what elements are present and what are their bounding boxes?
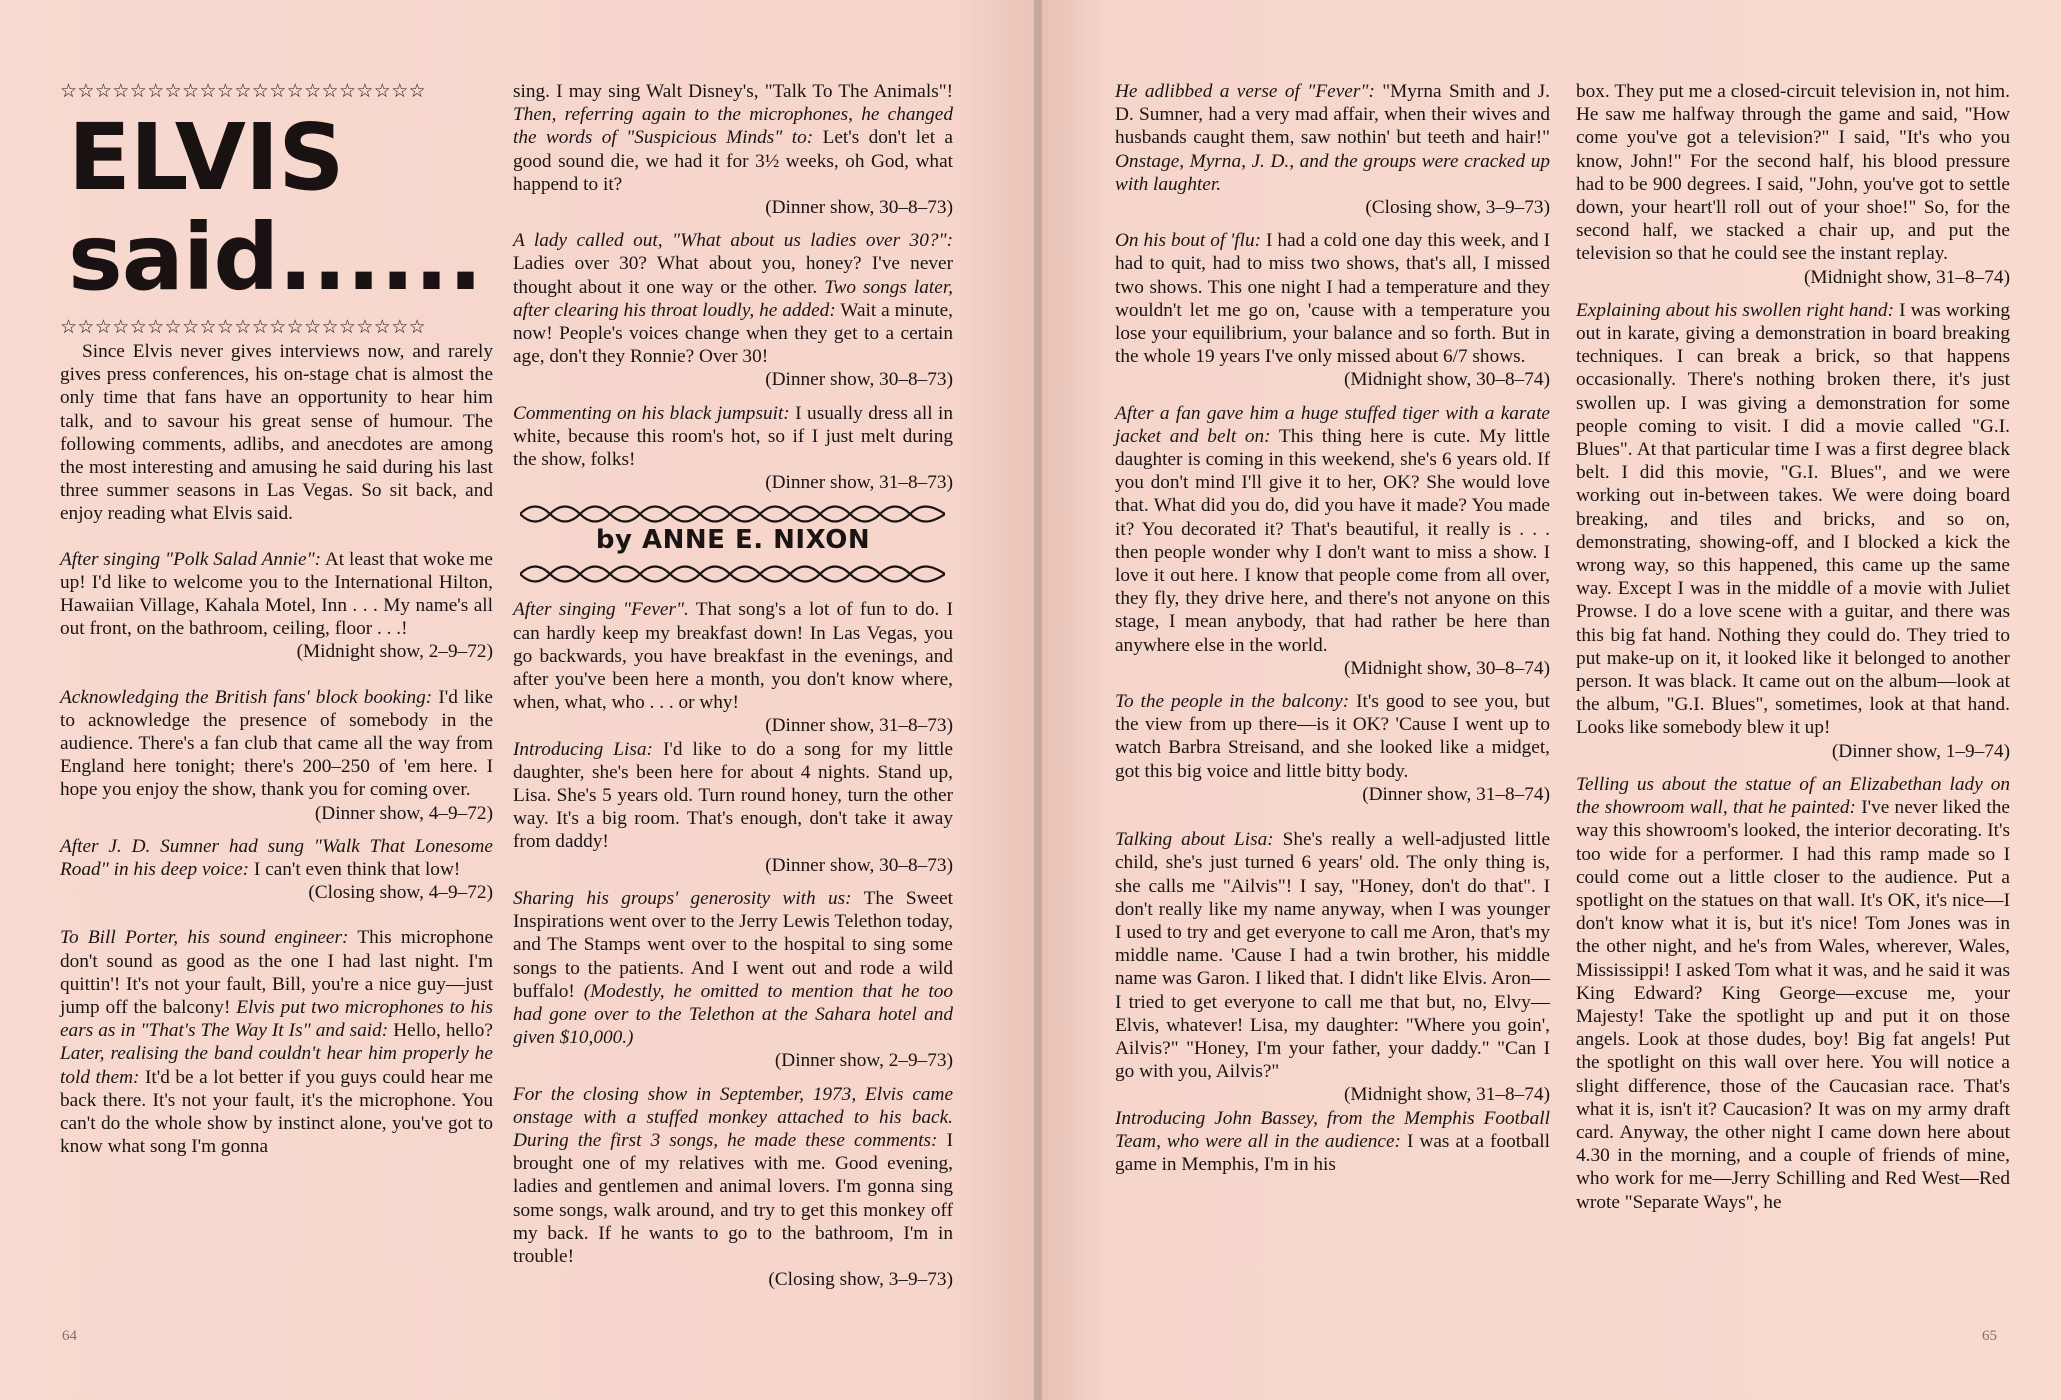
quote-text: I've never liked the way this showroom's looked, the interior decorating. It's too wide for a performer. I had this ramp made so I could come out a little closer to the audience. Put a spotlight on the statues on that wall. It's OK, it's nice—I don't know what it is, but it's nice! Tom Jones was in the other night, and he's from Wales, wherever, Wales, Mississippi! I asked Tom what it was, and he said it was King Edward? King George—excuse me, your Majesty! Take the spotlight up and put it on those angels. Look at those dudes, boy! Big fat angels! Put the spotlight on this wall over here. You will notice a slight difference, those of the Caucasian race. That's what it is, isn't it? Caucasion? It was on my army draft card. Anyway, the other night I came down here about 4.30 in the morning, and a couple of friends of mine, who work for me—Jerry Schilling and Red West—Red wrote "Separate Ways", he [1576, 797, 2010, 1213]
quote-text: It's good to see you, but the view from up there—is it OK? 'Cause I went up to watch Barbra Streisand, and she looked like a midget, got this big voice and little bitty body. [1115, 691, 1550, 782]
quote-source: (Dinner show, 31–8–74) [1362, 783, 1550, 805]
quote-source: (Midnight show, 31–8–74) [1803, 266, 2010, 288]
quote-source: (Dinner show, 30–8–73) [765, 854, 953, 876]
quote-text: I can't even think that low! [249, 859, 461, 881]
quote-text: sing. I may sing Walt Disney's, "Talk To The Animals"! [513, 81, 953, 102]
quote-text: I'd like to do a song for my little daughter, she's been here for about 4 nights. Stand up, Lisa. She's 5 years old. Turn round honey, turn the other way. It's a big room. That's enough, don't take it away from daddy! [513, 738, 954, 853]
quote-lead: After a fan gave him a huge stuffed tiger with a karate jacket and belt on: [1115, 402, 1550, 447]
intro-paragraph: Since Elvis never gives interviews now, and rarely gives press conferences, his on-stage chat is almost the only time that fans have an opportunity to hear him talk, and to savour his great sense of humour. The following comments, adlibs, and anecdotes are among the most interesting and amusing he said during his last three summer seasons in Las Vegas. So sit back, and enjoy reading what Elvis said. [60, 341, 493, 525]
quote-aside: Onstage, Myrna, J. D., and the groups were cracked up with laughter. [1115, 150, 1550, 195]
quote-lead: For the closing show in September, 1973, Elvis came onstage with a stuffed monkey attached to his back. During the first 3 songs, he made these comments: [513, 1083, 953, 1151]
quote-source: (Closing show, 3–9–73) [1365, 197, 1550, 219]
quote-text: I had a cold one day this week, and I had to quit, had to miss two shows, that's all, I missed two shows. This one night I had a temperature and they wouldn't let me go on, 'cause with a temperature you lose your equilibrium, your balance and so forth. But in the whole 19 years I've only missed about 6/7 shows. [1115, 230, 1551, 368]
column-3 [1115, 80, 1550, 1176]
quote-text: I was working out in karate, giving a demonstration in board breaking techniques. I can break a brick, so that happens occasionally. There's nothing broken there, it's just swollen up. I was giving a demonstration for some people coming to visit. I did a movie called "G.I. Blues". At that particular time I was a first degree black belt. I did this movie, "G.I. Blues", and we were working out in-between takes. We were doing board breaking, and tiles and bricks, and so on, demonstrating, showing-off, and I blocked a kick the wrong way, so this happened, this came up the same way. Except I was in the middle of a movie with Juliet Prowse. I do a love scene with a guitar, and there was this big fat hand. Nothing they could do. They tried to put make-up on it, it looked like it belonged to another person. It was black. It came out on the album—look at the album, "G.I. Blues", sometimes, look at that hand. Looks like somebody blew it up! [1576, 299, 2011, 739]
quote-talking-about-lisa [1115, 828, 1550, 1083]
column-4 [1576, 80, 2010, 1214]
column-1 [60, 340, 493, 1159]
quote-source: (Dinner show, 2–9–73) [774, 1050, 953, 1072]
wavy-ornament-bottom [520, 563, 945, 585]
quote-text: "Myrna Smith and J. D. Sumner, had a very mad affair, when their wives and husbands caught them, saw nothin' but teeth and hair!" [1115, 81, 1551, 149]
quote-fever-adlib [1115, 80, 1550, 196]
quote-source: (Midnight show, 30–8–74) [1343, 369, 1550, 391]
quote-source: (Dinner show, 31–8–73) [765, 472, 953, 494]
quote-aside: (Modestly, he omitted to mention that he too had gone over to the Telethon at the Sahara hotel and given $10,000.) [513, 980, 954, 1049]
quote-text: I brought one of my relatives with me. Good evening, ladies and gentlemen and animal lovers. I'm gonna sing some songs, walk around, and try to get this monkey off my back. If he wants to go to the bathroom, I'm in trouble! [513, 1129, 953, 1267]
quote-lead: A lady called out, "What about us ladies over 30?": [513, 230, 953, 252]
title-line-1: ELVIS [68, 104, 344, 211]
quote-source: (Closing show, 3–9–73) [768, 1269, 953, 1291]
quote-aside: Elvis put two microphones to his ears as in "That's The Way It Is" and said: [60, 997, 494, 1042]
quote-source: (Dinner show, 1–9–74) [1831, 740, 2010, 762]
quote-text: The Sweet Inspirations went over to the Jerry Lewis Telethon today, and The Stamps went over to the hospital to sing some songs to the patients. And I went out and rode a wild buffalo! [513, 887, 954, 1002]
quote-lead: Acknowledging the British fans' block booking: [60, 686, 433, 708]
quote-aside: Two songs later, after clearing his throat loudly, he added: [513, 276, 954, 321]
page-number-left: 64 [62, 1328, 77, 1344]
quote-source: (Midnight show, 30–8–74) [1343, 657, 1550, 679]
quote-text: This thing here is cute. My little daughter is coming in this weekend, she's 6 years old. If you don't mind I'll give it to her, OK? She would love that. What did you do, did you have it made? You made it? You decorated it? That's beautiful, it really is . . . then people wonder why I don't want to miss a show. I love it out here. I know that people come from all over, they fly, they drive here, and there's not anyone on this stage, I mean anybody, that had rather be here than anywhere else in the world. [1115, 425, 1550, 656]
quote-flu [1115, 229, 1550, 368]
quote-john-bassey [1115, 1107, 1550, 1177]
quote-text: This microphone don't sound as good as the one I had last night. I'm quittin'! It's not your fault, Bill, you're a nice guy—just jump off the balcony! [60, 927, 494, 1019]
quote-polk-salad [60, 548, 493, 641]
quote-aside: Then, referring again to the microphones, he changed the words of "Suspicious Minds" to: [513, 104, 953, 149]
quote-text: Hello, hello? [388, 1020, 493, 1042]
quote-continued [513, 80, 953, 196]
quote-source: (Dinner show, 4–9–72) [314, 802, 493, 824]
quote-black-jumpsuit [513, 402, 953, 472]
quote-lead: To Bill Porter, his sound engineer: [60, 927, 349, 949]
quote-text: She's really a well-adjusted little child, she's just turned 6 years' old. The only thing is, she calls me "Ailvis"! I say, "Honey, don't do that". I don't really like my name anyway, when I was younger I used to try and get everyone to call me Aron, that's my middle name. 'Cause I had a twin brother, his middle name was Garon. I liked that. I didn't like Elvis. Aron—I tried to get everyone to call me that but, no, Elvy—Elvis, whatever! Lisa, my daughter: "Where you goin', Ailvis?" "Honey, I'm your father, your daddy." "Can I go with you, Ailvis?" [1115, 829, 1550, 1083]
quote-text: At least that woke me up! I'd like to welcome you to the International Hilton, Hawaiian Village, Kahala Motel, Inn . . . My name's all out front, on the bathroom, ceiling, floor . . .! [60, 548, 493, 640]
quote-text: I was at a football game in Memphis, I'm in his [1115, 1130, 1550, 1175]
quote-text: Let's don't let a good sound die, we had it for 3½ weeks, oh God, what happend to it? [513, 127, 953, 195]
quote-lead: After J. D. Sumner had sung "Walk That Lonesome Road" in his deep voice: [60, 835, 493, 881]
quote-aside: Later, realising the band couldn't hear him properly he told them: [60, 1043, 493, 1088]
quote-lead: After singing "Polk Salad Annie": [60, 548, 322, 570]
quote-continued: box. They put me a closed-circuit television in, not him. He saw me halfway through the game and said, "How come you've got a television?" I said, "It's who you know, John!" For the second half, his blood pressure had to be 900 degrees. I said, "John, you've got to settle down, your heart'll roll out of your shoe!" So, for the second half, we stacked a chair up, and put the television so that he could see the instant replay. [1576, 81, 2010, 265]
quote-swollen-hand [1576, 299, 2010, 740]
quote-stuffed-monkey [513, 1083, 953, 1269]
quote-british-fans [60, 686, 493, 802]
quote-text: I'd like to acknowledge the presence of somebody in the audience. There's a fan club that came all the way from England here tonight; there's 200–250 of 'em here. I hope you enjoy the show, thank you for coming over. [60, 686, 493, 801]
star-border-top: ☆☆☆☆☆☆☆☆☆☆☆☆☆☆☆☆☆☆☆☆☆ [60, 80, 427, 102]
quote-source: (Dinner show, 30–8–73) [765, 197, 953, 219]
quote-text: Wait a minute, now! People's voices change when they get to a certain age, don't they Ronnie? Over 30! [513, 299, 953, 368]
quote-stuffed-tiger [1115, 402, 1550, 657]
quote-balcony [1115, 690, 1550, 783]
quote-lead: Telling us about the statue of an Elizabethan lady on the showroom wall, that he painted: [1576, 773, 2010, 819]
quote-lead: Sharing his groups' generosity with us: [513, 887, 852, 909]
quote-text: Ladies over 30? What about you, honey? I've never thought about it one way or the other. [513, 253, 953, 298]
quote-statue [1576, 773, 2010, 1214]
quote-lead: Talking about Lisa: [1115, 829, 1274, 851]
quote-source: (Dinner show, 31–8–73) [765, 715, 953, 737]
page-gutter [1034, 0, 1042, 1400]
quote-lead: Commenting on his black jumpsuit: [513, 402, 790, 424]
quote-lead: He adlibbed a verse of "Fever": [1115, 81, 1375, 102]
column-2 [513, 80, 953, 1291]
quote-generosity [513, 887, 953, 1049]
quote-lead: Introducing John Bassey, from the Memphis Football Team, who were all in the audience: [1115, 1107, 1550, 1152]
quote-text: I usually dress all in white, because this room's hot, so if I just melt during the show, folks! [513, 402, 954, 471]
quote-lead: Explaining about his swollen right hand: [1576, 299, 1894, 321]
quote-introducing-lisa [513, 738, 953, 854]
quote-text: It'd be a lot better if you guys could hear me back there. It's not your fault, it's the microphone. You can't do the whole show by instinct alone, you've got to know what song I'm gonna [60, 1066, 493, 1158]
byline: by ANNE E. NIXON [595, 525, 871, 555]
quote-fever [513, 598, 953, 714]
quote-lead: To the people in the balcony: [1115, 691, 1350, 713]
quote-ladies-over-30 [513, 229, 953, 368]
star-border-bottom: ☆☆☆☆☆☆☆☆☆☆☆☆☆☆☆☆☆☆☆☆☆ [60, 316, 427, 338]
title-line-2: said...... [68, 204, 482, 311]
quote-source: (Dinner show, 30–8–73) [765, 369, 953, 391]
page-number-right: 65 [1982, 1328, 1997, 1344]
quote-lead: On his bout of 'flu: [1115, 230, 1262, 252]
quote-jd-sumner [60, 835, 493, 881]
quote-source: (Midnight show, 31–8–74) [1343, 1084, 1550, 1106]
quote-bill-porter [60, 926, 493, 1158]
quote-lead: After singing "Fever". [513, 599, 689, 621]
wavy-ornament-top [520, 503, 945, 525]
quote-lead: Introducing Lisa: [513, 738, 653, 760]
quote-source: (Midnight show, 2–9–72) [296, 641, 493, 663]
quote-source: (Closing show, 4–9–72) [308, 882, 493, 904]
quote-text: That song's a lot of fun to do. I can hardly keep my breakfast down! In Las Vegas, you go backwards, you have breakfast in the evenings, and after you've been here a month, you don't know where, when, what, who . . . or why! [513, 599, 953, 714]
